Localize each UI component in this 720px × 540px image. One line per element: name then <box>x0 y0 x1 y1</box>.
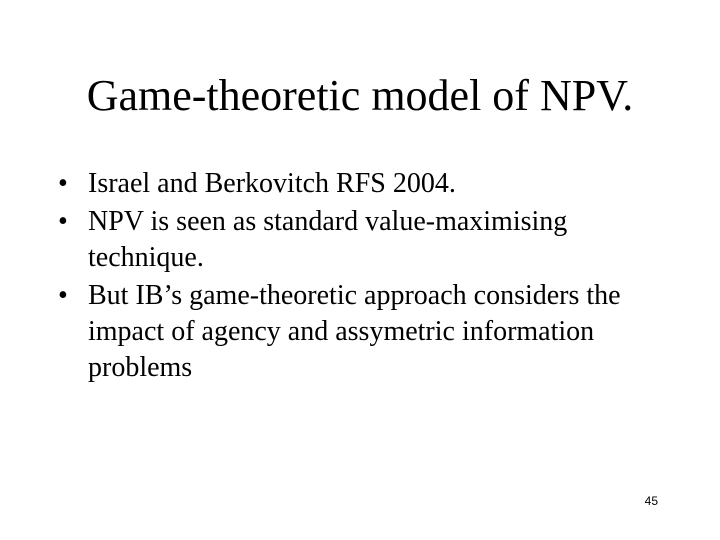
page-number: 45 <box>644 494 658 508</box>
slide-title: Game-theoretic model of NPV. <box>86 71 634 120</box>
bullet-marker: • <box>58 168 68 199</box>
bullet-item <box>58 166 688 202</box>
bullet-list <box>58 166 688 388</box>
bullet-text: NPV is seen as standard value-maximising technique. <box>88 206 568 273</box>
bullet-text: Israel and Berkovitch RFS 2004. <box>88 168 456 199</box>
bullet-marker: • <box>58 280 68 311</box>
bullet-item <box>58 204 688 276</box>
bullet-text: But IB’s game-theoretic approach considers the impact of agency and assymetric information problems <box>88 280 621 383</box>
bullet-item <box>58 278 688 386</box>
bullet-marker: • <box>58 206 68 237</box>
